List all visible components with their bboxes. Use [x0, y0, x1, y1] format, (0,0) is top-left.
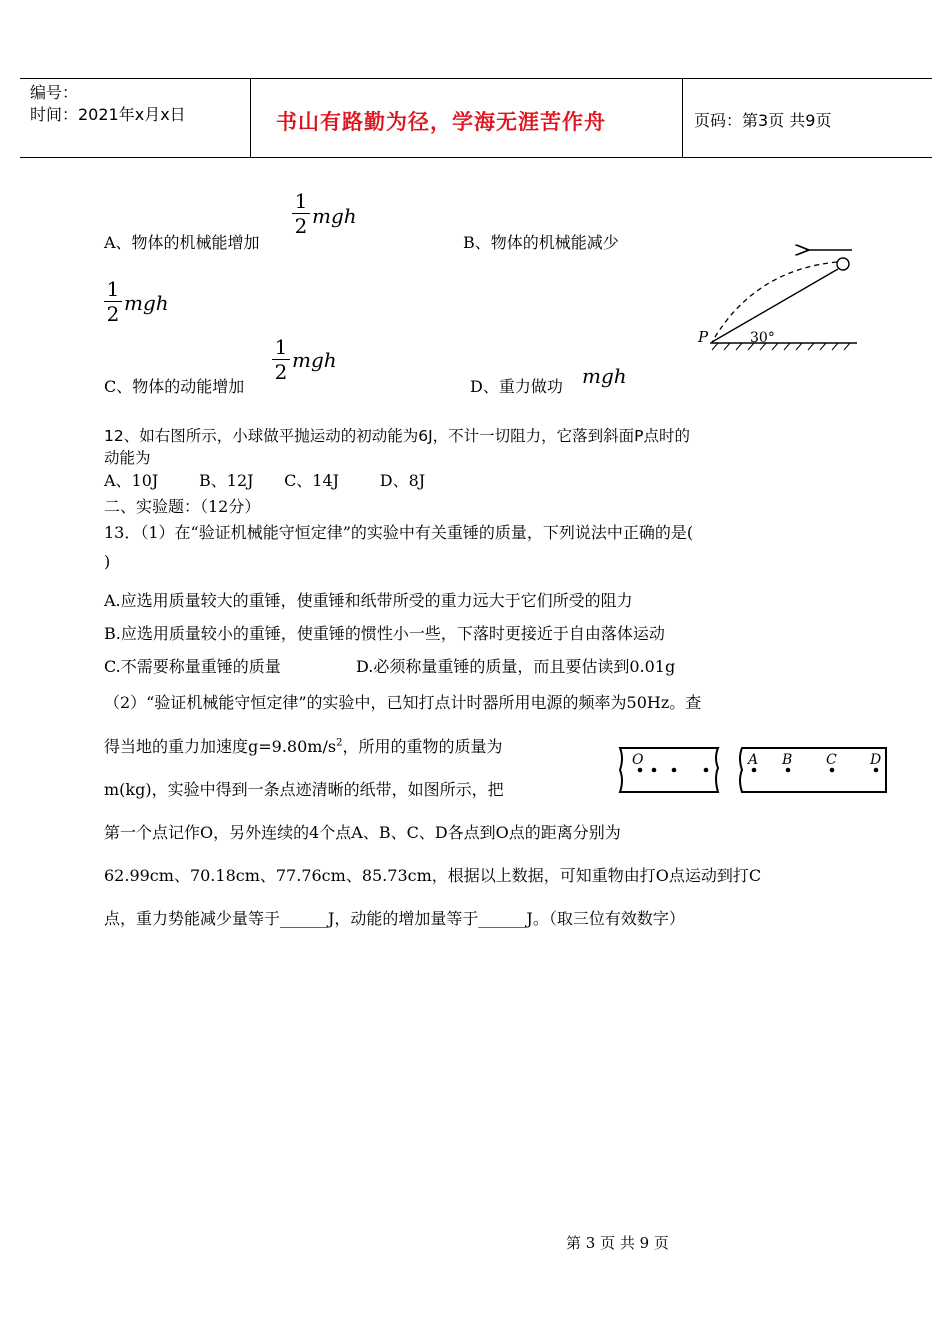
section-2-title: 二、实验题：（12分）	[104, 497, 261, 516]
q13-part2-line5: 62.99cm、70.18cm、77.76cm、85.73cm，根据以上数据，可知重物由打O点运动到打C	[104, 866, 762, 885]
q13-part2-line2	[104, 734, 502, 757]
paper-tape-figure	[614, 740, 894, 800]
q13-part2-line3: m(kg)，实验中得到一条点迹清晰的纸带，如图所示，把	[104, 780, 504, 799]
angle-label: 30°	[750, 330, 775, 346]
header-number-label: 编号：	[30, 83, 79, 102]
footer-page-number: 第 3 页 共 9 页	[566, 1234, 669, 1252]
q13-part1-line1: 13．（1）在“验证机械能守恒定律”的实验中有关重锤的质量，下列说法中正确的是(	[104, 523, 694, 542]
q13-part2-line2-b: ，所用的重物的质量为	[342, 737, 503, 756]
tape-label-d: D	[870, 752, 882, 768]
tape-label-b: B	[782, 752, 793, 768]
q13-part2-line2-a: 得当地的重力加速度g=9.80m/s	[104, 737, 337, 756]
q13-option-b: B.应选用质量较小的重锤，使重锤的惯性小一些，下落时更接近于自由落体运动	[104, 624, 665, 643]
q13-option-d: D.必须称量重锤的质量，而且要估读到0.01g	[356, 657, 676, 676]
tape-label-c: C	[826, 752, 837, 768]
fraction-half-c: 1 2	[272, 336, 290, 383]
q13-part2-line4: 第一个点记作O，另外连续的4个点A、B、C、D各点到O点的距离分别为	[104, 823, 621, 842]
incline-figure	[694, 240, 864, 355]
header-top-rule	[20, 78, 932, 79]
q13-part1-line2: )	[104, 552, 111, 571]
q11-option-a: A、物体的机械能增加	[104, 233, 260, 252]
mgh-a: mgh	[312, 204, 357, 228]
tape-dots	[638, 768, 879, 773]
ball	[837, 258, 849, 270]
q13-option-c: C.不需要称量重锤的质量	[104, 657, 281, 676]
q11-option-c: C、物体的动能增加	[104, 377, 245, 396]
mgh-d: mgh	[582, 364, 627, 388]
header-divider-2	[682, 78, 683, 158]
q12-options: A、10J B、12J C、14J D、8J	[104, 471, 426, 490]
mgh-c: mgh	[292, 348, 337, 372]
q11-option-b: B、物体的机械能减少	[463, 233, 619, 252]
tape-label-a: A	[748, 752, 759, 768]
header-motto: 书山有路勤为径，学海无涯苦作舟	[276, 110, 606, 134]
fraction-half-b: 1 2	[104, 278, 122, 325]
header-page-label: 页码：第3页 共9页	[694, 111, 832, 130]
header-bottom-rule	[20, 157, 932, 158]
header-time-label: 时间：2021年x月x日	[30, 105, 186, 124]
ground-hatching	[712, 343, 850, 350]
mgh-b: mgh	[124, 291, 169, 315]
q13-part2-line6: 点，重力势能减少量等于______J，动能的增加量等于______J。（取三位有效数字）	[104, 909, 685, 928]
q11-option-d: D、重力做功	[470, 377, 563, 396]
q13-option-a: A.应选用质量较大的重锤，使重锤和纸带所受的重力远大于它们所受的阻力	[104, 591, 633, 610]
q12-stem-line2: 动能为	[104, 449, 151, 467]
fraction-half-a: 1 2	[292, 190, 310, 237]
tape-right-piece	[740, 748, 886, 792]
header-divider-1	[250, 78, 251, 158]
tape-label-o: O	[632, 752, 644, 768]
q13-part2-line2-sup: 2	[336, 737, 343, 749]
point-p-label: P	[698, 328, 709, 346]
q13-part2-line1: （2）“验证机械能守恒定律”的实验中，已知打点计时器所用电源的频率为50Hz。查	[104, 693, 702, 712]
q12-stem-line1: 12、如右图所示，小球做平抛运动的初动能为6J，不计一切阻力，它落到斜面P点时的	[104, 427, 691, 445]
